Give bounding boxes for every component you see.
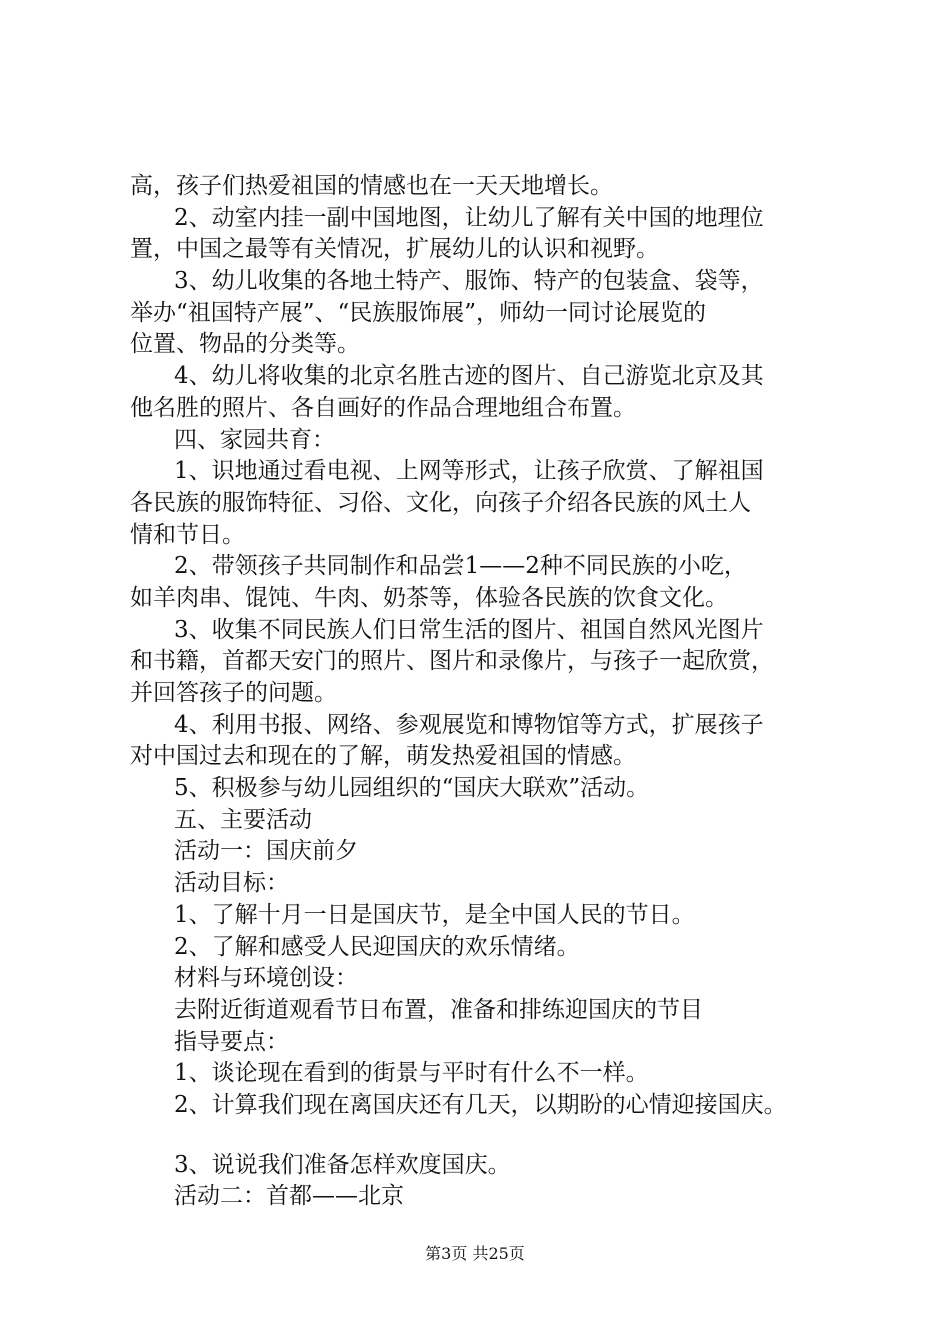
- text-line: 高，孩子们热爱祖国的情感也在一天天地增长。: [130, 173, 613, 199]
- text-line: 去附近街道观看节日布置，准备和排练迎国庆的节目: [174, 996, 703, 1023]
- subheading: 材料与环境创设：: [174, 965, 358, 992]
- text-line: 各民族的服饰特征、习俗、文化，向孩子介绍各民族的风土人: [130, 489, 751, 516]
- text-line: 4、利用书报、网络、参观展览和博物馆等方式，扩展孩子: [174, 711, 764, 738]
- text-line: 5、积极参与幼儿园组织的“国庆大联欢”活动。: [174, 775, 650, 802]
- text-line: 2、计算我们现在离国庆还有几天，以期盼的心情迎接国庆。: [174, 1091, 787, 1118]
- text-line: 情和节日。: [130, 521, 245, 548]
- text-line: 2、了解和感受人民迎国庆的欢乐情绪。: [174, 933, 580, 960]
- text-line: 位置、物品的分类等。: [130, 331, 360, 358]
- activity-title: 活动一：国庆前夕: [174, 838, 358, 865]
- text-line: 1、了解十月一日是国庆节，是全中国人民的节日。: [174, 901, 695, 928]
- page-number: 第3页 共25页: [425, 1244, 525, 1263]
- section-heading: 四、家园共育：: [174, 426, 335, 453]
- subheading: 指导要点：: [174, 1028, 289, 1055]
- text-line: 举办“祖国特产展”、“民族服饰展”，师幼一同讨论展览的: [130, 299, 707, 326]
- text-line: 和书籍，首都天安门的照片、图片和录像片，与孩子一起欣赏，: [130, 648, 774, 675]
- blank-gap: [130, 1122, 850, 1150]
- text-line: 4、幼儿将收集的北京名胜古迹的图片、自己游览北京及其: [174, 363, 764, 390]
- text-line: 并回答孩子的问题。: [130, 680, 337, 706]
- text-line: 3、收集不同民族人们日常生活的图片、祖国自然风光图片: [174, 616, 764, 643]
- text-line: 2、带领孩子共同制作和品尝1——2种不同民族的小吃，: [174, 553, 747, 580]
- activity-title: 活动二：首都——北京: [174, 1183, 404, 1210]
- subheading: 活动目标：: [174, 870, 289, 897]
- document-body: [130, 171, 850, 1213]
- text-line: 3、说说我们准备怎样欢度国庆。: [174, 1151, 511, 1178]
- text-line: 1、谈论现在看到的街景与平时有什么不一样。: [174, 1060, 649, 1087]
- text-line: 对中国过去和现在的了解，萌发热爱祖国的情感。: [130, 743, 636, 770]
- text-line: 1、识地通过看电视、上网等形式，让孩子欣赏、了解祖国: [174, 458, 764, 485]
- section-heading: 五、主要活动: [174, 806, 312, 833]
- text-line: 置，中国之最等有关情况，扩展幼儿的认识和视野。: [130, 236, 659, 263]
- text-line: 如羊肉串、馄饨、牛肉、奶茶等，体验各民族的饮食文化。: [130, 584, 728, 611]
- text-line: 他名胜的照片、各自画好的作品合理地组合布置。: [130, 394, 636, 421]
- text-line: 3、幼儿收集的各地土特产、服饰、特产的包装盒、袋等，: [174, 268, 764, 295]
- text-line: 2、动室内挂一副中国地图，让幼儿了解有关中国的地理位: [174, 204, 764, 231]
